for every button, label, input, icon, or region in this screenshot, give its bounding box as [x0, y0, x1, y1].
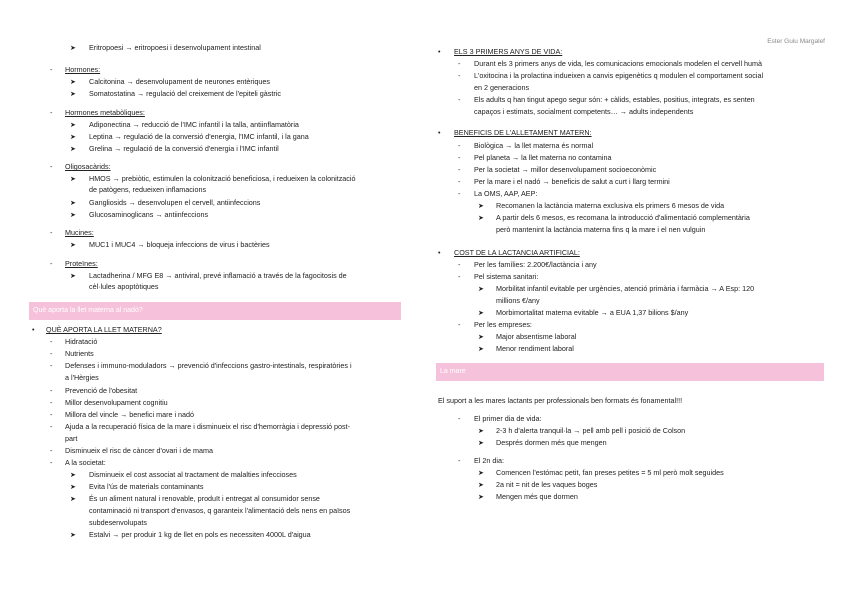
list-item: HMOS → prebiòtic, estimulen la colonització beneficiosa, i redueixen la colonització [89, 174, 356, 183]
arrow-bullet-icon: ➤ [70, 210, 77, 219]
list-item: Defenses i immuno-moduladors → prevenció d'infeccions gastro-intestinals, respiratòries i [65, 361, 352, 370]
dash-bullet: - [458, 165, 461, 174]
section-banner-left [29, 302, 401, 320]
list-item: A partir dels 6 mesos, es recomana la introducció d'alimentació complementària [496, 213, 750, 222]
list-item: Prevenció de l'obesitat [65, 386, 138, 395]
dash-bullet: - [458, 189, 461, 198]
list-item: Després dormen més que mengen [496, 438, 607, 447]
dash-bullet: - [458, 456, 461, 465]
dash-bullet: - [50, 398, 53, 407]
section-banner-title: La mare [440, 368, 466, 375]
list-item: Pel sistema sanitari: [474, 272, 539, 281]
arrow-bullet-icon: ➤ [70, 482, 77, 491]
list-item: És un aliment natural i renovable, produït i entregat al consumidor sense [89, 494, 320, 503]
arrow-bullet-icon: ➤ [478, 468, 485, 477]
arrow-bullet-icon: ➤ [70, 494, 77, 503]
list-item: Mengen més que dormen [496, 492, 578, 501]
proteins-heading: Proteïnes: [65, 259, 98, 268]
section-banner-right [436, 363, 824, 381]
list-item: Disminueix el cost associat al tractament de malalties infeccioses [89, 470, 297, 479]
arrow-bullet-icon: ➤ [70, 174, 77, 183]
dash-bullet: - [50, 410, 53, 419]
arrow-bullet-icon: ➤ [478, 332, 485, 341]
dash-bullet: - [50, 108, 53, 117]
list-item: Major absentisme laboral [496, 332, 577, 341]
list-item: Evita l'ús de materials contaminants [89, 482, 204, 491]
metabolic-hormones-heading: Hormones metabòliques: [65, 108, 145, 117]
arrow-bullet-icon: ➤ [70, 530, 77, 539]
list-item: Ajuda a la recuperació física de la mare i disminueix el risc d'hemorràgia i depressió post- [65, 422, 351, 431]
list-item: Morbimortalitat materna evitable → a EUA 1,37 bilions $/any [496, 308, 689, 317]
list-item: Millor desenvolupament cognitiu [65, 398, 168, 407]
arrow-bullet-icon: ➤ [478, 213, 485, 222]
list-item: Recomanen la lactància materna exclusiva els primers 6 mesos de vida [496, 201, 725, 210]
dash-bullet: - [50, 349, 53, 358]
dash-bullet: - [50, 361, 53, 370]
list-item: Estalvi → per produir 1 kg de llet en pols es necessiten 4000L d'aigua [89, 530, 311, 539]
list-item: Somatostatina → regulació del creixement de l'epiteli gàstric [89, 89, 281, 98]
list-item-continued: però mantenint la lactància materna fins q la mare i el nen vulguin [496, 225, 706, 234]
list-item: Els adults q han tingut apego segur són: + càlids, estables, positius, integrats, es senten [474, 95, 755, 104]
list-item-continued: contaminació ni transport d'envasos, q garanteix l'alimentació dels nens en països [89, 506, 351, 515]
arrow-bullet-icon: ➤ [70, 89, 77, 98]
list-item-continued: part [65, 434, 78, 443]
arrow-bullet-icon: ➤ [70, 132, 77, 141]
dash-bullet: - [458, 272, 461, 281]
list-item-continued: en 2 generacions [474, 83, 530, 92]
dash-bullet: - [50, 259, 53, 268]
arrow-bullet-icon: ➤ [478, 308, 485, 317]
list-item: Per les empreses: [474, 320, 532, 329]
arrow-bullet-icon: ➤ [478, 201, 485, 210]
dash-bullet: - [458, 260, 461, 269]
list-item: Adiponectina → reducció de l'IMC infantil i la talla, antiinflamatòria [89, 120, 299, 129]
section-banner-title: Què aporta la llet materna al nadó? [33, 307, 143, 314]
arrow-bullet-icon: ➤ [70, 120, 77, 129]
list-item: El primer dia de vida: [474, 414, 542, 423]
list-item: Lactadherina / MFG E8 → antiviral, prevé inflamació a través de la fagocitosis de [89, 271, 347, 280]
list-item: Calcitonina → desenvolupament de neurones entèriques [89, 77, 271, 86]
arrow-bullet-icon: ➤ [70, 77, 77, 86]
dash-bullet: - [458, 71, 461, 80]
list-item-continued: capaços i estimats, socialment competents… → adults independents [474, 107, 694, 116]
arrow-bullet-icon: ➤ [70, 144, 77, 153]
list-item: Comencen l'estómac petit, fan preses petites = 5 ml però molt seguides [496, 468, 724, 477]
list-item: Grelina → regulació de la conversió d'energia i l'IMC infantil [89, 144, 279, 153]
arrow-bullet-icon: ➤ [70, 470, 77, 479]
dash-bullet: - [50, 337, 53, 346]
arrow-bullet-icon: ➤ [478, 480, 485, 489]
dash-bullet: - [50, 386, 53, 395]
list-item: Leptina → regulació de la conversió d'energia, l'IMC infantil, i la gana [89, 132, 309, 141]
arrow-bullet-icon: ➤ [70, 43, 77, 52]
oligosaccharides-heading: Oligosacàrids: [65, 162, 111, 171]
circle-bullet: • [32, 325, 35, 334]
list-item: 2a nit = nit de les vaques boges [496, 480, 598, 489]
arrow-bullet-icon: ➤ [478, 344, 485, 353]
arrow-bullet-icon: ➤ [478, 492, 485, 501]
els3-heading: ELS 3 PRIMERS ANYS DE VIDA: [454, 47, 563, 56]
dash-bullet: - [458, 153, 461, 162]
list-item: El 2n dia: [474, 456, 504, 465]
arrow-bullet-icon: ➤ [478, 438, 485, 447]
arrow-bullet-icon: ➤ [70, 240, 77, 249]
list-item-continued: a l'Hèrgies [65, 373, 99, 382]
list-item: Menor rendiment laboral [496, 344, 574, 353]
dash-bullet: - [50, 228, 53, 237]
list-item: 2-3 h d'alerta tranquil·la → pell amb pell i posició de Colson [496, 426, 686, 435]
list-item-continued: millions €/any [496, 296, 540, 305]
list-item: Glucosaminoglicans → antiinfeccions [89, 210, 209, 219]
list-item: Per la mare i el nadó → beneficis de salut a curt i llarg termini [474, 177, 670, 186]
list-item: Biològica → la llet materna és normal [474, 141, 594, 150]
dash-bullet: - [458, 177, 461, 186]
list-item-continued: de patògens, redueixen inflamacions [89, 185, 207, 194]
arrow-bullet-icon: ➤ [70, 271, 77, 280]
list-item: Morbilitat infantil evitable per urgències, atenció primària i farmàcia → A Esp: 120 [496, 284, 755, 293]
list-item: L'oxitocina i la prolactina indueixen a canvis epigenètics q modulen el comportament social [474, 71, 764, 80]
list-item: Per la societat → millor desenvolupament socioeconòmic [474, 165, 657, 174]
dash-bullet: - [458, 141, 461, 150]
list-item: Nutrients [65, 349, 94, 358]
list-item: La OMS, AAP, AEP: [474, 189, 538, 198]
que-aporta-heading: QUÈ APORTA LA LLET MATERNA? [46, 325, 162, 334]
dash-bullet: - [458, 414, 461, 423]
list-item: Millora del vincle → benefici mare i nadó [65, 410, 195, 419]
circle-bullet: • [438, 128, 441, 137]
author-name: Ester Guiu Margalef [767, 38, 825, 45]
suport-statement: El suport a les mares lactants per professionals ben formats és fonamental!!! [438, 396, 683, 405]
list-item-continued: subdesenvolupats [89, 518, 147, 527]
beneficis-heading: BENEFICIS DE L'ALLETAMENT MATERN: [454, 128, 592, 137]
list-item: Disminueix el risc de càncer d'ovari i de mama [65, 446, 213, 455]
dash-bullet: - [458, 59, 461, 68]
arrow-bullet-icon: ➤ [70, 198, 77, 207]
dash-bullet: - [50, 446, 53, 455]
circle-bullet: • [438, 47, 441, 56]
arrow-bullet-icon: ➤ [478, 426, 485, 435]
dash-bullet: - [458, 95, 461, 104]
dash-bullet: - [50, 458, 53, 467]
hormones-heading: Hormones: [65, 65, 101, 74]
dash-bullet: - [50, 65, 53, 74]
dash-bullet: - [50, 162, 53, 171]
list-item: A la societat: [65, 458, 106, 467]
list-item: Durant els 3 primers anys de vida, les comunicacions emocionals modelen el cervell humà [474, 59, 763, 68]
dash-bullet: - [458, 320, 461, 329]
eritropoesi-line: Eritropoesi → eritropoesi i desenvolupament intestinal [89, 43, 261, 52]
list-item: Gangliosids → desenvolupen el cervell, antiinfeccions [89, 198, 261, 207]
list-item: Per les famílies: 2.200€/lactància i any [474, 260, 597, 269]
circle-bullet: • [438, 248, 441, 257]
cost-heading: COST DE LA LACTANCIA ARTIFICIAL: [454, 248, 580, 257]
arrow-bullet-icon: ➤ [478, 284, 485, 293]
list-item: MUC1 i MUC4 → bloqueja infeccions de virus i bactèries [89, 240, 270, 249]
list-item: Pel planeta → la llet materna no contamina [474, 153, 612, 162]
mucines-heading: Mucines: [65, 228, 94, 237]
list-item: Hidratació [65, 337, 98, 346]
list-item-continued: cèl·lules apoptòtiques [89, 282, 159, 291]
dash-bullet: - [50, 422, 53, 431]
